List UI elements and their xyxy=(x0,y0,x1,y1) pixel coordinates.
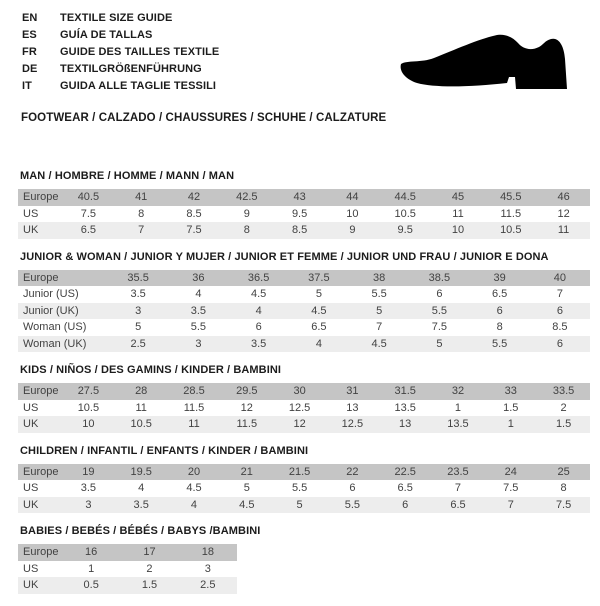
row-label: Europe xyxy=(18,383,62,400)
size-cell: 5.5 xyxy=(409,303,469,320)
size-cell: 19 xyxy=(62,464,115,481)
table-row xyxy=(18,577,237,594)
size-cell: 6.5 xyxy=(491,288,508,300)
size-cell: 5 xyxy=(315,288,322,300)
language-guide-title: GUIDA ALLE TAGLIE TESSILI xyxy=(60,80,217,92)
size-cell: 5.5 xyxy=(470,336,530,353)
table-row xyxy=(18,416,590,433)
size-cell: 8 xyxy=(496,321,503,333)
size-cell: 36 xyxy=(168,270,228,287)
size-cell: 31 xyxy=(326,383,379,400)
size-cell: 44 xyxy=(326,189,379,206)
size-cell: 4 xyxy=(289,336,349,353)
size-cell: 0.5 xyxy=(62,577,120,594)
size-cell: 2.5 xyxy=(108,336,168,353)
size-cell: 12.5 xyxy=(326,416,379,433)
size-cell: 40 xyxy=(530,270,590,287)
language-row xyxy=(22,27,219,44)
size-cell: 9.5 xyxy=(291,207,308,220)
language-row xyxy=(22,44,219,61)
size-cell: 5 xyxy=(135,321,142,333)
size-cell: 28.5 xyxy=(168,383,221,400)
category-title: FOOTWEAR / CALZADO / CHAUSSURES / SCHUHE / CALZATURE xyxy=(21,112,387,124)
size-cell: 4.5 xyxy=(186,482,202,494)
size-cell: 6 xyxy=(255,321,262,333)
size-cell: 7.5 xyxy=(431,321,448,333)
size-cell: 29.5 xyxy=(220,383,273,400)
size-cell: 9 xyxy=(326,222,379,239)
size-cell: 40.5 xyxy=(62,189,115,206)
size-cell: 3 xyxy=(204,562,211,575)
table-row xyxy=(18,400,590,417)
table-row xyxy=(18,319,590,336)
language-row xyxy=(22,10,219,27)
size-cell: 3.5 xyxy=(130,288,146,300)
size-cell: 21 xyxy=(220,464,273,481)
size-cell: 12 xyxy=(240,401,253,414)
table-row xyxy=(18,303,590,320)
size-cell: 8 xyxy=(560,482,567,494)
size-cell: 22 xyxy=(326,464,379,481)
size-cell: 41 xyxy=(115,189,168,206)
language-code: IT xyxy=(22,80,32,92)
size-cell: 22.5 xyxy=(379,464,432,481)
row-label: US xyxy=(23,482,39,494)
size-cell: 32 xyxy=(432,383,485,400)
size-cell: 9 xyxy=(243,207,250,220)
size-cell: 5.5 xyxy=(291,482,308,494)
size-cell: 5.5 xyxy=(190,321,207,333)
size-cell: 4.5 xyxy=(349,336,409,353)
size-cell: 8 xyxy=(220,222,273,239)
language-guide-title: GUIDE DES TAILLES TEXTILE xyxy=(60,46,220,58)
size-cell: 33.5 xyxy=(537,383,590,400)
row-label: US xyxy=(23,401,39,414)
size-cell: 13.5 xyxy=(432,416,485,433)
table-row xyxy=(18,497,590,514)
size-cell: 4 xyxy=(168,497,221,514)
size-cell: 4 xyxy=(138,482,145,494)
language-code: DE xyxy=(22,63,38,75)
size-table xyxy=(18,544,237,594)
table-row xyxy=(18,464,590,481)
size-cell: 3 xyxy=(168,336,228,353)
size-cell: 10.5 xyxy=(115,416,168,433)
size-cell: 3.5 xyxy=(80,482,97,494)
size-cell: 7.5 xyxy=(168,222,221,239)
size-cell: 12 xyxy=(557,207,570,220)
table-row xyxy=(18,561,237,578)
size-cell: 4.5 xyxy=(220,497,273,514)
size-cell: 10 xyxy=(432,222,485,239)
size-cell: 1 xyxy=(454,401,462,414)
size-cell: 3.5 xyxy=(115,497,168,514)
size-cell: 8.5 xyxy=(552,321,568,333)
size-cell: 1 xyxy=(484,416,537,433)
table-title: JUNIOR & WOMAN / JUNIOR Y MUJER / JUNIOR ET FEMME / JUNIOR UND FRAU / JUNIOR E DONA xyxy=(20,250,549,263)
size-cell: 4.5 xyxy=(289,303,349,320)
size-cell: 38.5 xyxy=(409,270,469,287)
size-cell: 6 xyxy=(470,303,530,320)
size-cell: 46 xyxy=(537,189,590,206)
size-table xyxy=(18,189,590,239)
size-cell: 21.5 xyxy=(273,464,326,481)
size-cell: 42 xyxy=(168,189,221,206)
size-cell: 9.5 xyxy=(379,222,432,239)
table-row xyxy=(18,206,590,223)
size-cell: 27.5 xyxy=(62,383,115,400)
size-table xyxy=(18,464,590,514)
size-cell: 3 xyxy=(62,497,115,514)
size-table-section-kids xyxy=(18,364,590,433)
size-cell: 10.5 xyxy=(77,401,100,414)
size-cell: 7 xyxy=(115,222,168,239)
size-cell: 13 xyxy=(346,401,359,414)
size-cell: 7 xyxy=(484,497,537,514)
language-guide-title: TEXTILE SIZE GUIDE xyxy=(60,12,173,24)
size-cell: 30 xyxy=(273,383,326,400)
language-code: ES xyxy=(22,29,37,41)
size-cell: 23.5 xyxy=(432,464,485,481)
size-cell: 6.5 xyxy=(397,482,413,494)
size-cell: 6.5 xyxy=(311,321,327,333)
size-cell: 7 xyxy=(454,482,462,494)
size-cell: 6 xyxy=(530,303,590,320)
size-cell: 24 xyxy=(484,464,537,481)
size-cell: 12 xyxy=(273,416,326,433)
size-cell: 35.5 xyxy=(108,270,168,287)
size-cell: 5 xyxy=(243,482,250,494)
language-code: EN xyxy=(22,12,38,24)
row-label: UK xyxy=(18,577,62,594)
size-table-section-man xyxy=(18,170,590,239)
size-cell: 3.5 xyxy=(229,336,289,353)
row-label: Europe xyxy=(18,544,62,561)
size-cell: 11 xyxy=(168,416,221,433)
size-cell: 37.5 xyxy=(289,270,349,287)
size-cell: 6.5 xyxy=(432,497,485,514)
size-cell: 20 xyxy=(168,464,221,481)
size-cell: 7.5 xyxy=(80,207,97,220)
table-row xyxy=(18,222,590,239)
size-cell: 10 xyxy=(346,207,359,220)
row-label: Europe xyxy=(18,189,62,206)
table-row xyxy=(18,286,590,303)
size-cell: 7.5 xyxy=(503,482,519,494)
size-cell: 13 xyxy=(379,416,432,433)
size-cell: 1.5 xyxy=(120,577,178,594)
shoe-icon xyxy=(399,33,571,93)
language-row xyxy=(22,61,219,78)
size-cell: 7 xyxy=(376,321,383,333)
size-cell: 16 xyxy=(62,544,120,561)
language-list xyxy=(22,10,219,95)
row-label: UK xyxy=(18,497,62,514)
size-cell: 8 xyxy=(138,207,145,220)
table-row xyxy=(18,189,590,206)
row-label: Europe xyxy=(18,270,108,287)
row-label: Europe xyxy=(18,464,62,481)
size-cell: 6 xyxy=(379,497,432,514)
size-cell: 3 xyxy=(108,303,168,320)
size-cell: 11.5 xyxy=(500,207,522,220)
table-title: BABIES / BEBÉS / BÉBÉS / BABYS /BAMBINI xyxy=(20,525,261,537)
language-guide-title: GUÍA DE TALLAS xyxy=(60,29,153,41)
size-cell: 5 xyxy=(273,497,326,514)
size-cell: 6 xyxy=(436,288,443,300)
size-cell: 12.5 xyxy=(288,401,311,414)
size-cell: 11 xyxy=(452,207,464,220)
table-title: CHILDREN / INFANTIL / ENFANTS / KINDER / BAMBINI xyxy=(20,444,309,457)
row-label: Woman (UK) xyxy=(18,336,108,353)
size-cell: 2.5 xyxy=(179,577,237,594)
size-cell: 11 xyxy=(537,222,590,239)
size-cell: 19.5 xyxy=(115,464,168,481)
size-cell: 6 xyxy=(530,336,590,353)
size-cell: 4 xyxy=(195,288,202,300)
size-cell: 13.5 xyxy=(394,401,416,414)
size-table xyxy=(18,383,590,433)
size-cell: 1.5 xyxy=(503,401,519,414)
size-cell: 42.5 xyxy=(220,189,273,206)
size-cell: 5 xyxy=(349,303,409,320)
size-cell: 18 xyxy=(179,544,237,561)
size-cell: 2 xyxy=(146,562,153,575)
size-cell: 5 xyxy=(409,336,469,353)
table-row xyxy=(18,383,590,400)
row-label: UK xyxy=(18,222,62,239)
size-cell: 11.5 xyxy=(220,416,273,433)
size-cell: 1 xyxy=(88,562,95,575)
size-cell: 43 xyxy=(273,189,326,206)
size-cell: 44.5 xyxy=(379,189,432,206)
size-cell: 6.5 xyxy=(62,222,115,239)
row-label: Junior (UK) xyxy=(18,303,108,320)
size-table-section-babies xyxy=(18,525,590,594)
size-cell: 11 xyxy=(135,401,147,414)
size-cell: 7 xyxy=(556,288,563,300)
size-cell: 31.5 xyxy=(379,383,432,400)
size-cell: 3.5 xyxy=(168,303,228,320)
row-label: US xyxy=(23,207,39,220)
size-cell: 2 xyxy=(560,401,567,414)
row-label: UK xyxy=(18,416,62,433)
size-cell: 4 xyxy=(229,303,289,320)
size-table xyxy=(18,270,590,353)
size-cell: 39 xyxy=(470,270,530,287)
size-cell: 1.5 xyxy=(537,416,590,433)
size-cell: 28 xyxy=(115,383,168,400)
row-label: Woman (US) xyxy=(23,321,87,333)
table-title: MAN / HOMBRE / HOMME / MANN / MAN xyxy=(20,170,235,182)
size-cell: 17 xyxy=(120,544,178,561)
size-cell: 45 xyxy=(432,189,485,206)
size-cell: 10.5 xyxy=(484,222,537,239)
row-label: US xyxy=(23,562,39,575)
size-cell: 7.5 xyxy=(537,497,590,514)
row-label: Junior (US) xyxy=(23,288,79,300)
language-row xyxy=(22,78,219,95)
size-cell: 33 xyxy=(484,383,537,400)
size-cell: 10.5 xyxy=(394,207,416,220)
language-code: FR xyxy=(22,46,37,58)
size-table-section-junior-woman xyxy=(18,251,590,353)
table-row xyxy=(18,336,590,353)
size-cell: 8.5 xyxy=(186,207,202,220)
language-guide-title: TEXTILGRÖßENFÜHRUNG xyxy=(60,63,202,75)
table-row xyxy=(18,544,237,561)
size-cell: 6 xyxy=(349,482,356,494)
size-cell: 5.5 xyxy=(326,497,379,514)
size-cell: 38 xyxy=(349,270,409,287)
table-row xyxy=(18,480,590,497)
size-cell: 4.5 xyxy=(250,288,267,300)
size-table-section-children xyxy=(18,445,590,514)
table-row xyxy=(18,270,590,287)
size-cell: 45.5 xyxy=(484,189,537,206)
size-tables xyxy=(18,170,590,606)
size-cell: 36.5 xyxy=(229,270,289,287)
size-cell: 11.5 xyxy=(183,401,205,414)
size-cell: 5.5 xyxy=(371,288,387,300)
size-cell: 25 xyxy=(537,464,590,481)
size-cell: 8.5 xyxy=(273,222,326,239)
table-title: KIDS / NIÑOS / DES GAMINS / KINDER / BAMBINI xyxy=(20,364,282,376)
size-cell: 10 xyxy=(62,416,115,433)
